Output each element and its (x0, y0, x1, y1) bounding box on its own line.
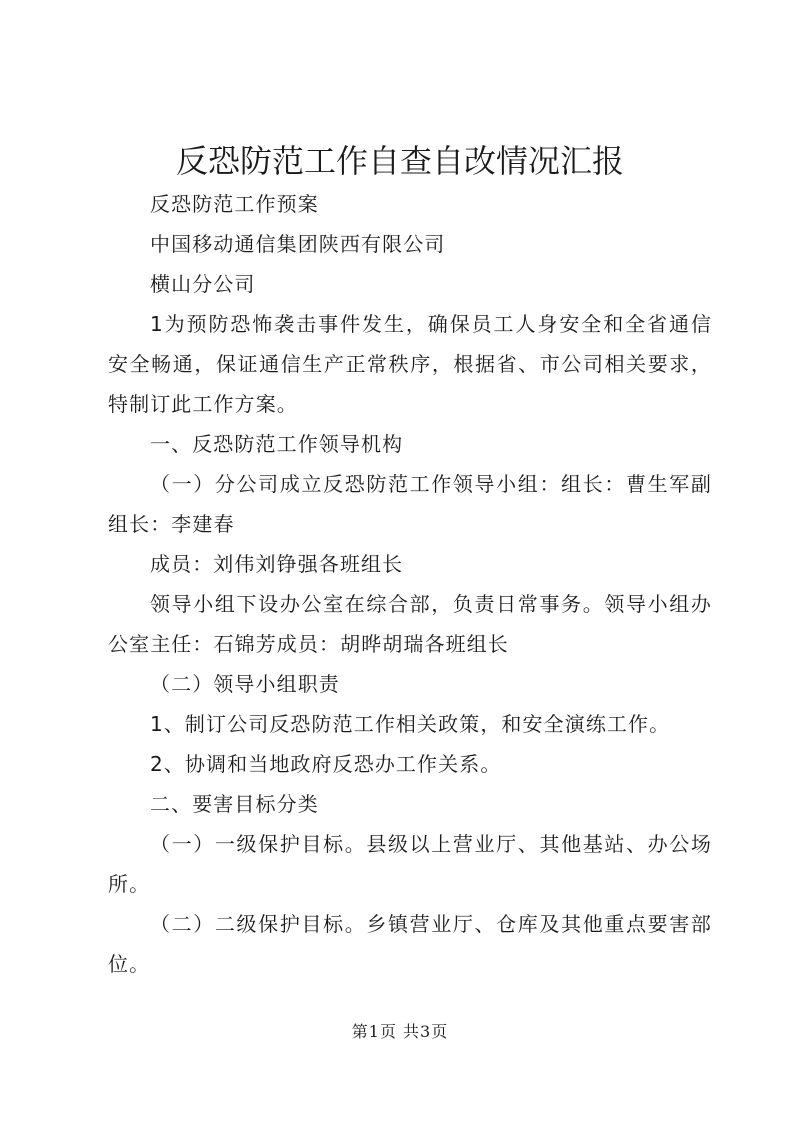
paragraph-duty-2: 2、协调和当地政府反恐办工作关系。 (150, 752, 502, 776)
subheading-duties: （二）领导小组职责 (150, 672, 340, 696)
paragraph-duty-1: 1、制订公司反恐防范工作相关政策，和安全演练工作。 (150, 712, 671, 736)
paragraph-company: 中国移动通信集团陕西有限公司 (150, 232, 446, 256)
paragraph-purpose: 1为预防恐怖袭击事件发生，确保员工人身安全和全省通信安全畅通，保证通信生产正常秩序，根据省、市公司相关要求，特制订此工作方案。 (108, 312, 712, 416)
section-heading-leadership: 一、反恐防范工作领导机构 (150, 432, 404, 456)
document-title: 反恐防范工作自查自改情况汇报 (175, 142, 624, 180)
paragraph-target-level-2: （二）二级保护目标。乡镇营业厅、仓库及其他重点要害部位。 (108, 912, 712, 976)
paragraph-members: 成员：刘伟刘铮强各班组长 (150, 552, 404, 576)
section-heading-targets: 二、要害目标分类 (150, 792, 319, 816)
paragraph-plan-title: 反恐防范工作预案 (150, 192, 319, 216)
paragraph-branch: 横山分公司 (150, 272, 256, 296)
paragraph-leadership-group: （一）分公司成立反恐防范工作领导小组：组长：曹生军副组长：李建春 (108, 472, 712, 536)
page-number-footer: 第1页 共3页 (351, 1022, 449, 1041)
paragraph-target-level-1: （一）一级保护目标。县级以上营业厅、其他基站、办公场所。 (108, 832, 712, 896)
paragraph-office: 领导小组下设办公室在综合部，负责日常事务。领导小组办公室主任：石锦芳成员：胡晔胡瑞各班组长 (108, 592, 712, 656)
document-body (108, 184, 712, 984)
